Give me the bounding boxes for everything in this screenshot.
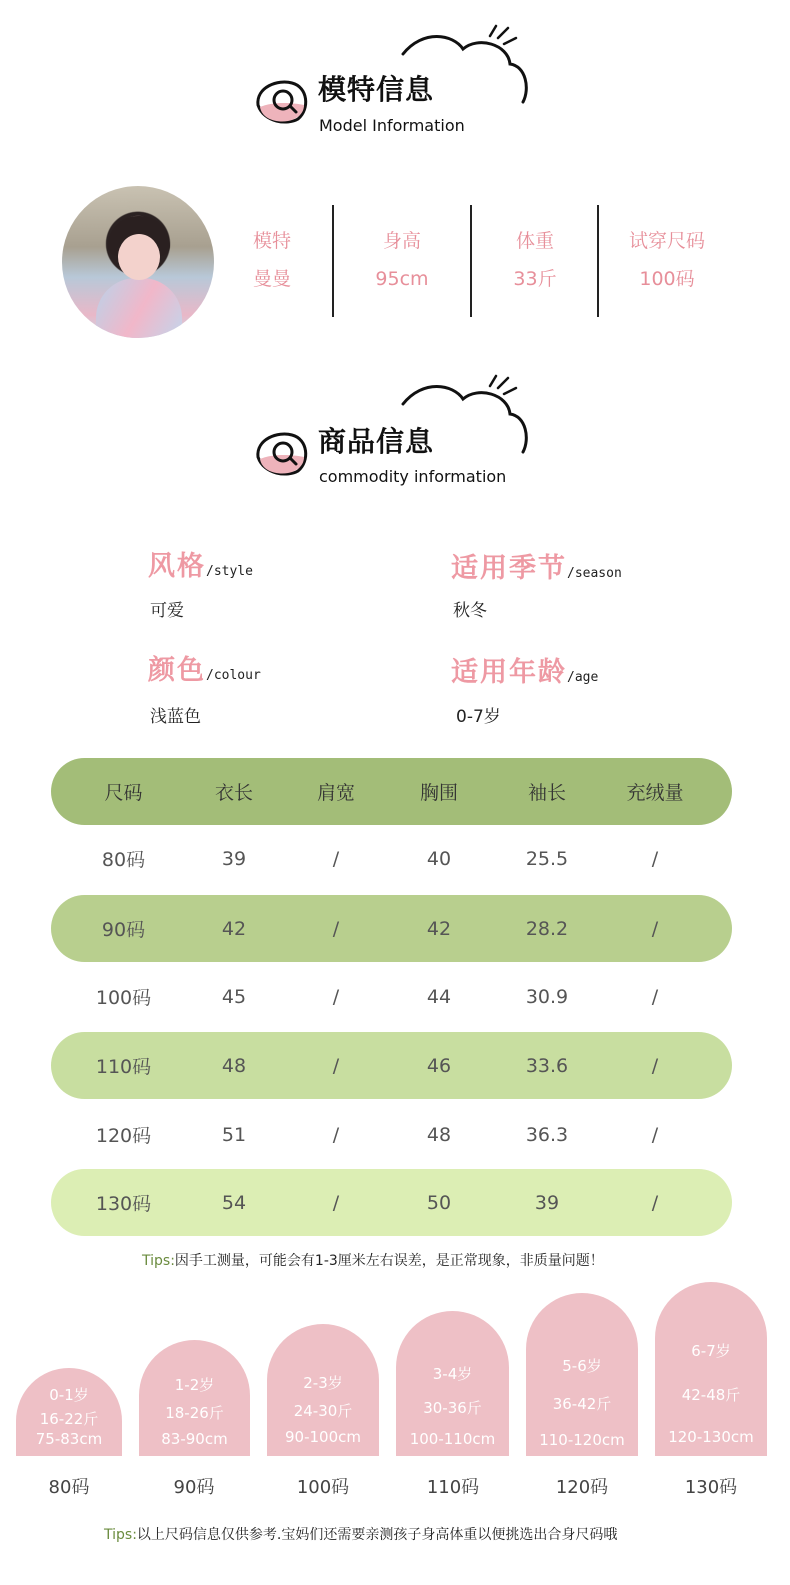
cell-chest: 42 [426, 917, 452, 940]
model-height-value: 95cm [375, 268, 429, 290]
table-row [51, 1169, 732, 1236]
cell-shoulder: / [332, 1191, 340, 1214]
style-value: 可爱 [150, 601, 184, 621]
product-section-title: 商品信息 [318, 425, 435, 458]
guide-weight: 16-22斤 [39, 1410, 99, 1428]
model-section-title: 模特信息 [318, 73, 435, 106]
product-section-subtitle: commodity information [319, 467, 507, 486]
style-label: 风格 [148, 551, 206, 582]
guide-height: 75-83cm [35, 1430, 103, 1448]
guide-size-label: 110码 [426, 1477, 480, 1498]
guide-age: 1-2岁 [174, 1376, 215, 1394]
magnifier-in-bubble-icon [254, 75, 310, 125]
cell-sleeve: 28.2 [525, 917, 569, 940]
style-attr-title [148, 544, 253, 583]
size-guide-card [655, 1282, 767, 1456]
guide-size-label: 120码 [555, 1477, 609, 1498]
table-row [51, 825, 732, 892]
colour-label: 颜色 [148, 655, 206, 686]
model-weight-label: 体重 [515, 230, 554, 252]
cell-sleeve: 36.3 [525, 1123, 569, 1146]
measurement-tip [142, 1250, 604, 1270]
table-row [51, 963, 732, 1030]
season-attr-title [451, 546, 622, 585]
model-size-value: 100码 [639, 268, 695, 290]
guide-weight: 18-26斤 [165, 1404, 224, 1422]
cell-down-fill: / [651, 847, 659, 870]
model-size-field [612, 222, 722, 298]
guide-height: 100-110cm [409, 1430, 496, 1448]
cell-chest: 48 [426, 1123, 452, 1146]
model-weight-value: 33斤 [513, 268, 557, 290]
model-height-label: 身高 [382, 230, 421, 252]
model-name-label: 模特 [252, 230, 291, 252]
season-label-en: /season [567, 566, 622, 581]
cell-down-fill: / [651, 917, 659, 940]
divider [332, 205, 334, 317]
size-table-header [51, 758, 732, 825]
model-name-value: 曼曼 [252, 268, 291, 290]
table-row [51, 1101, 732, 1168]
header-size: 尺码 [104, 782, 143, 804]
guide-size-label: 90码 [173, 1477, 215, 1498]
header-length: 衣长 [214, 782, 253, 804]
cell-size: 120码 [95, 1125, 152, 1147]
divider [597, 205, 599, 317]
cell-sleeve: 33.6 [525, 1054, 569, 1077]
cell-size: 110码 [95, 1056, 152, 1078]
magnifier-in-bubble-icon [254, 427, 310, 477]
tip-text: 因手工测量，可能会有1-3厘米左右误差，是正常现象，非质量问题！ [174, 1253, 604, 1269]
age-label-en: /age [567, 670, 599, 685]
model-weight-field [490, 222, 580, 298]
cell-shoulder: / [332, 847, 340, 870]
table-row [51, 895, 732, 962]
guide-size-label: 130码 [684, 1477, 738, 1498]
divider [470, 205, 472, 317]
cell-size: 80码 [101, 849, 146, 871]
guide-height: 120-130cm [668, 1428, 754, 1446]
size-guide-card [267, 1324, 379, 1456]
header-shoulder: 肩宽 [316, 782, 355, 804]
guide-size-label: 80码 [48, 1477, 90, 1498]
guide-weight: 42-48斤 [681, 1386, 741, 1404]
model-avatar [62, 186, 214, 338]
cell-shoulder: / [332, 985, 340, 1008]
cell-chest: 50 [426, 1191, 452, 1214]
guide-height: 83-90cm [161, 1430, 228, 1448]
cell-length: 42 [221, 917, 247, 940]
season-value: 秋冬 [453, 601, 487, 621]
table-row [51, 1032, 732, 1099]
cell-size: 100码 [95, 987, 152, 1009]
age-label: 适用年龄 [451, 657, 567, 688]
model-height-field [352, 222, 452, 298]
cell-length: 51 [221, 1123, 247, 1146]
cell-sleeve: 39 [534, 1191, 560, 1214]
guide-height: 110-120cm [539, 1431, 625, 1449]
colour-value: 浅蓝色 [150, 707, 201, 727]
guide-age: 5-6岁 [562, 1357, 602, 1375]
cell-length: 54 [221, 1191, 247, 1214]
cell-length: 45 [221, 985, 247, 1008]
header-chest: 胸围 [419, 782, 458, 804]
guide-age: 6-7岁 [691, 1342, 731, 1360]
header-down-fill: 充绒量 [626, 782, 684, 804]
cell-chest: 46 [426, 1054, 452, 1077]
header-sleeve: 袖长 [527, 782, 566, 804]
cell-shoulder: / [332, 917, 340, 940]
cell-length: 48 [221, 1054, 247, 1077]
guide-weight: 36-42斤 [552, 1395, 612, 1413]
cell-chest: 44 [426, 985, 452, 1008]
tip-text: 以上尺码信息仅供参考.宝妈们还需要亲测孩子身高体重以便挑选出合身尺码哦 [136, 1527, 618, 1543]
cell-down-fill: / [651, 1054, 659, 1077]
size-guide-card [526, 1293, 638, 1456]
tip-label: Tips: [104, 1527, 137, 1543]
model-size-label: 试穿尺码 [628, 230, 705, 252]
cell-down-fill: / [651, 985, 659, 1008]
guide-age: 2-3岁 [303, 1374, 343, 1392]
age-attr-title [451, 650, 598, 689]
cell-shoulder: / [332, 1054, 340, 1077]
cell-length: 39 [221, 847, 247, 870]
size-guide-card [139, 1340, 250, 1456]
size-guide-card [16, 1368, 122, 1456]
cell-down-fill: / [651, 1191, 659, 1214]
guide-weight: 30-36斤 [423, 1399, 482, 1417]
cell-shoulder: / [332, 1123, 340, 1146]
colour-label-en: /colour [206, 668, 261, 683]
age-value: 0-7岁 [456, 707, 501, 727]
guide-weight: 24-30斤 [293, 1402, 353, 1420]
model-section-subtitle: Model Information [319, 116, 465, 135]
cell-sleeve: 25.5 [525, 847, 569, 870]
model-name-field [232, 222, 312, 298]
colour-attr-title [148, 648, 261, 687]
tip-label: Tips: [142, 1253, 175, 1269]
cell-down-fill: / [651, 1123, 659, 1146]
cell-size: 130码 [95, 1193, 152, 1215]
cell-size: 90码 [101, 919, 146, 941]
guide-age: 3-4岁 [432, 1365, 473, 1383]
season-label: 适用季节 [451, 553, 567, 584]
guide-size-label: 100码 [296, 1477, 350, 1498]
guide-age: 0-1岁 [49, 1386, 89, 1404]
size-reference-tip [104, 1524, 617, 1544]
cell-chest: 40 [426, 847, 452, 870]
style-label-en: /style [206, 564, 253, 579]
size-guide-card [396, 1311, 509, 1456]
cell-sleeve: 30.9 [525, 985, 569, 1008]
guide-height: 90-100cm [285, 1428, 361, 1446]
